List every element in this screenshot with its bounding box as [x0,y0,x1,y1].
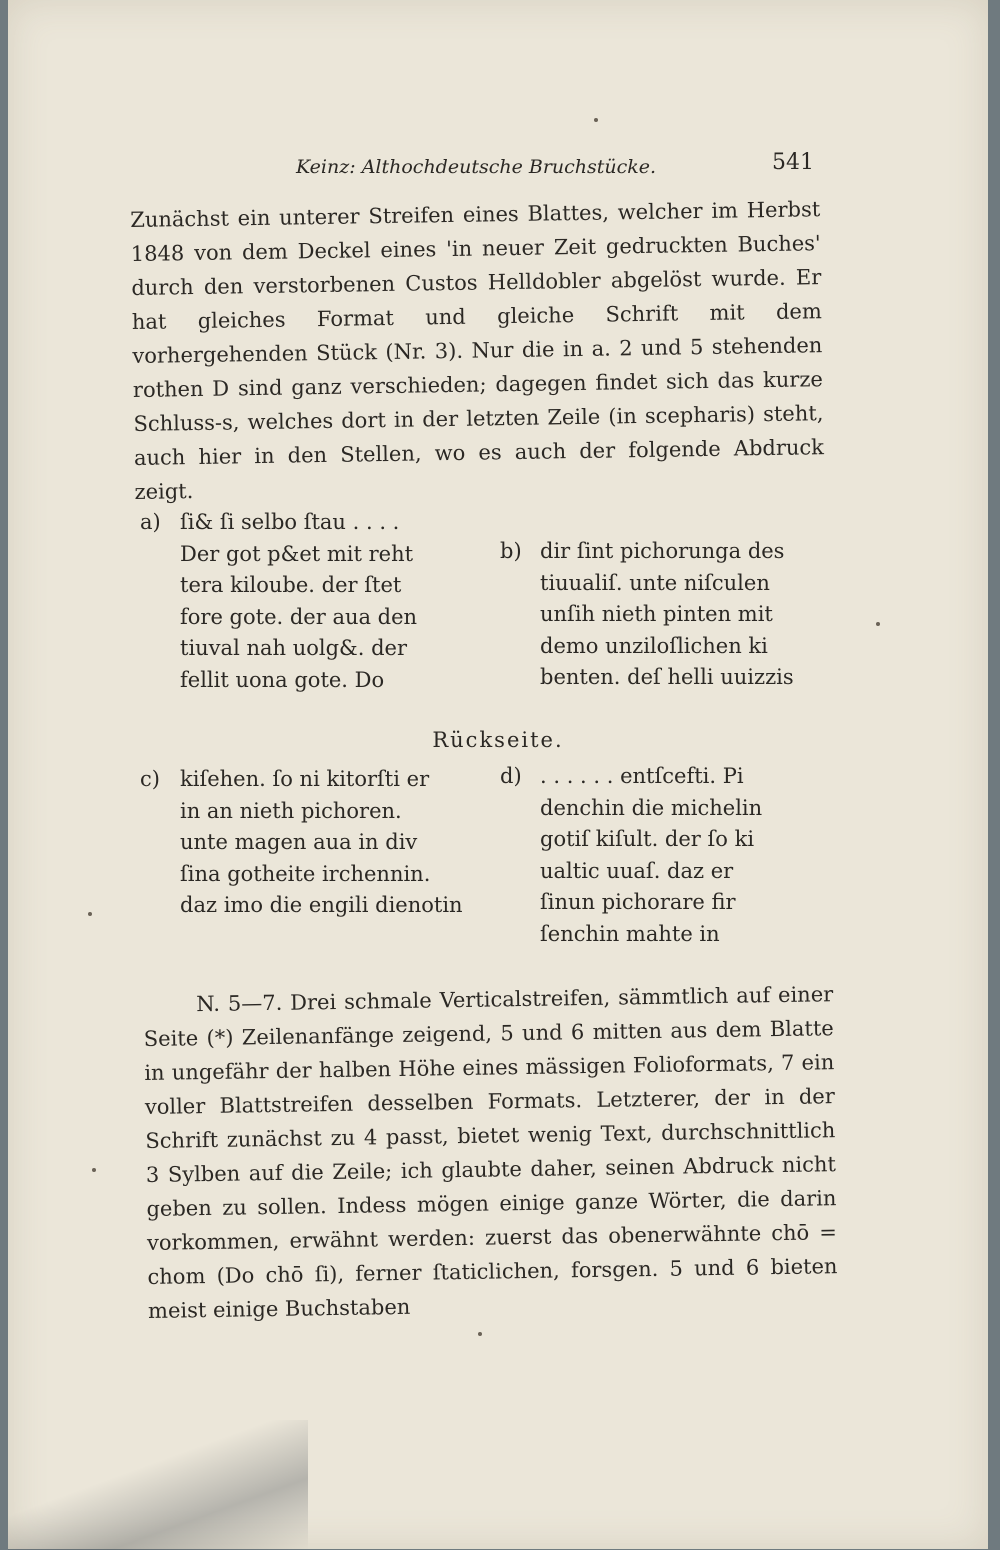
fragment-c-line: unte magen aua in div [180,830,418,854]
running-title: Keinz: Althochdeutsche Bruchstücke. [296,156,657,178]
fragment-b-line: unſih nieth pinten mit [540,602,773,626]
fragment-c-line: ſina gotheite irchennin. [180,861,431,886]
fragment-c-label: c) [140,767,160,791]
fragment-d-label: d) [500,764,522,788]
fragment-d-line: ſenchin mahte in [540,921,720,946]
fragment-a [140,507,480,707]
ink-speck [92,1168,96,1172]
fragment-d-line: ualtic uuaſ. daz er [540,858,734,883]
fragment-d [500,761,840,961]
fragment-a-line: fore gote. der aua den [180,604,418,629]
fragment-c-line: kiſehen. ſo ni kitorſti er [180,767,430,791]
body-paragraph: N. 5—7. Drei schmale Verticalstreifen, sämmtlich auf einer Seite (*) Zeilenanfänge zeigend, 5 und 6 mitten aus dem Blatte in ungefähr der halben Höhe eines mässigen Folioformats, 7 ein voller Blattstreifen desselben Formats. Letzterer, der in der Schrift zunächst zu 4 passt, bietet wenig Text, durchschnittlich 3 Sylben auf die Zeile; ich glaubte daher, seinen Abdruck nicht geben zu sollen. Indess mögen einige ganze Wörter, die darin vorkommen, erwähnt werden: zuerst das obenerwähnte chō = chom (Do chō ſi), ferner ſtaticlichen, forsgen. 5 und 6 bieten meist einige Buchstaben [143,982,838,1323]
fragment-a-line: fellit uona gote. Do [180,667,385,692]
section-heading: Rückseite. [432,728,564,752]
fragment-b [500,536,840,706]
fragment-a-line: tera kiloube. der ſtet [180,573,402,597]
fragment-d-line: . . . . . . entſcefti. Pi [540,764,744,788]
book-page [8,0,988,1549]
fragment-c-line: in an nieth pichoren. [180,798,402,823]
fragment-c [140,764,480,934]
fragment-a-line: ſi& ſi selbo ſtau . . . . [180,510,400,534]
fragment-a-label: a) [140,510,161,534]
fragment-b-line: tiuualiſ. unte niſculen [540,570,770,595]
fragment-b-line: benten. deſ helli uuizzis [540,665,794,689]
fragment-b-line: demo unziloſlichen ki [540,633,768,658]
intro-paragraph: Zunächst ein unterer Streifen eines Blattes, welcher im Herbst 1848 von dem Deckel eines 'in neuer Zeit gedruckten Buches' durch den verstorbenen Custos Helldobler abgelöst wurde. Er hat gleiches Format und gleiche Schrift mit dem vorhergehenden Stück (Nr. 3). Nur die in a. 2 und 5 stehenden rothen D sind ganz verschieden; dagegen findet sich das kurze Schluss-s, welches dort in der letzten Zeile (in scepharis) steht, auch hier in den Stellen, wo es auch der folgende Abdruck zeigt. [130,197,825,504]
fragment-b-label: b) [500,539,522,563]
fragment-d-line: denchin die michelin [540,795,763,820]
page-number: 541 [772,150,814,175]
fragment-a-line: Der got p&et mit reht [180,541,414,566]
fragment-a-line: tiuval nah uolg&. der [180,636,407,660]
fragment-d-line: gotiſ kiſult. der ſo ki [540,827,755,851]
ink-speck [88,912,92,916]
page-fold-shadow [8,1420,308,1550]
ink-speck [478,1332,482,1336]
fragment-c-line: daz imo die engili dienotin [180,893,463,917]
ink-speck [594,118,598,122]
fragment-b-line: dir ſint pichorunga des [540,539,785,563]
fragment-d-line: ſinun pichorare fir [540,890,736,914]
ink-speck [876,622,880,626]
